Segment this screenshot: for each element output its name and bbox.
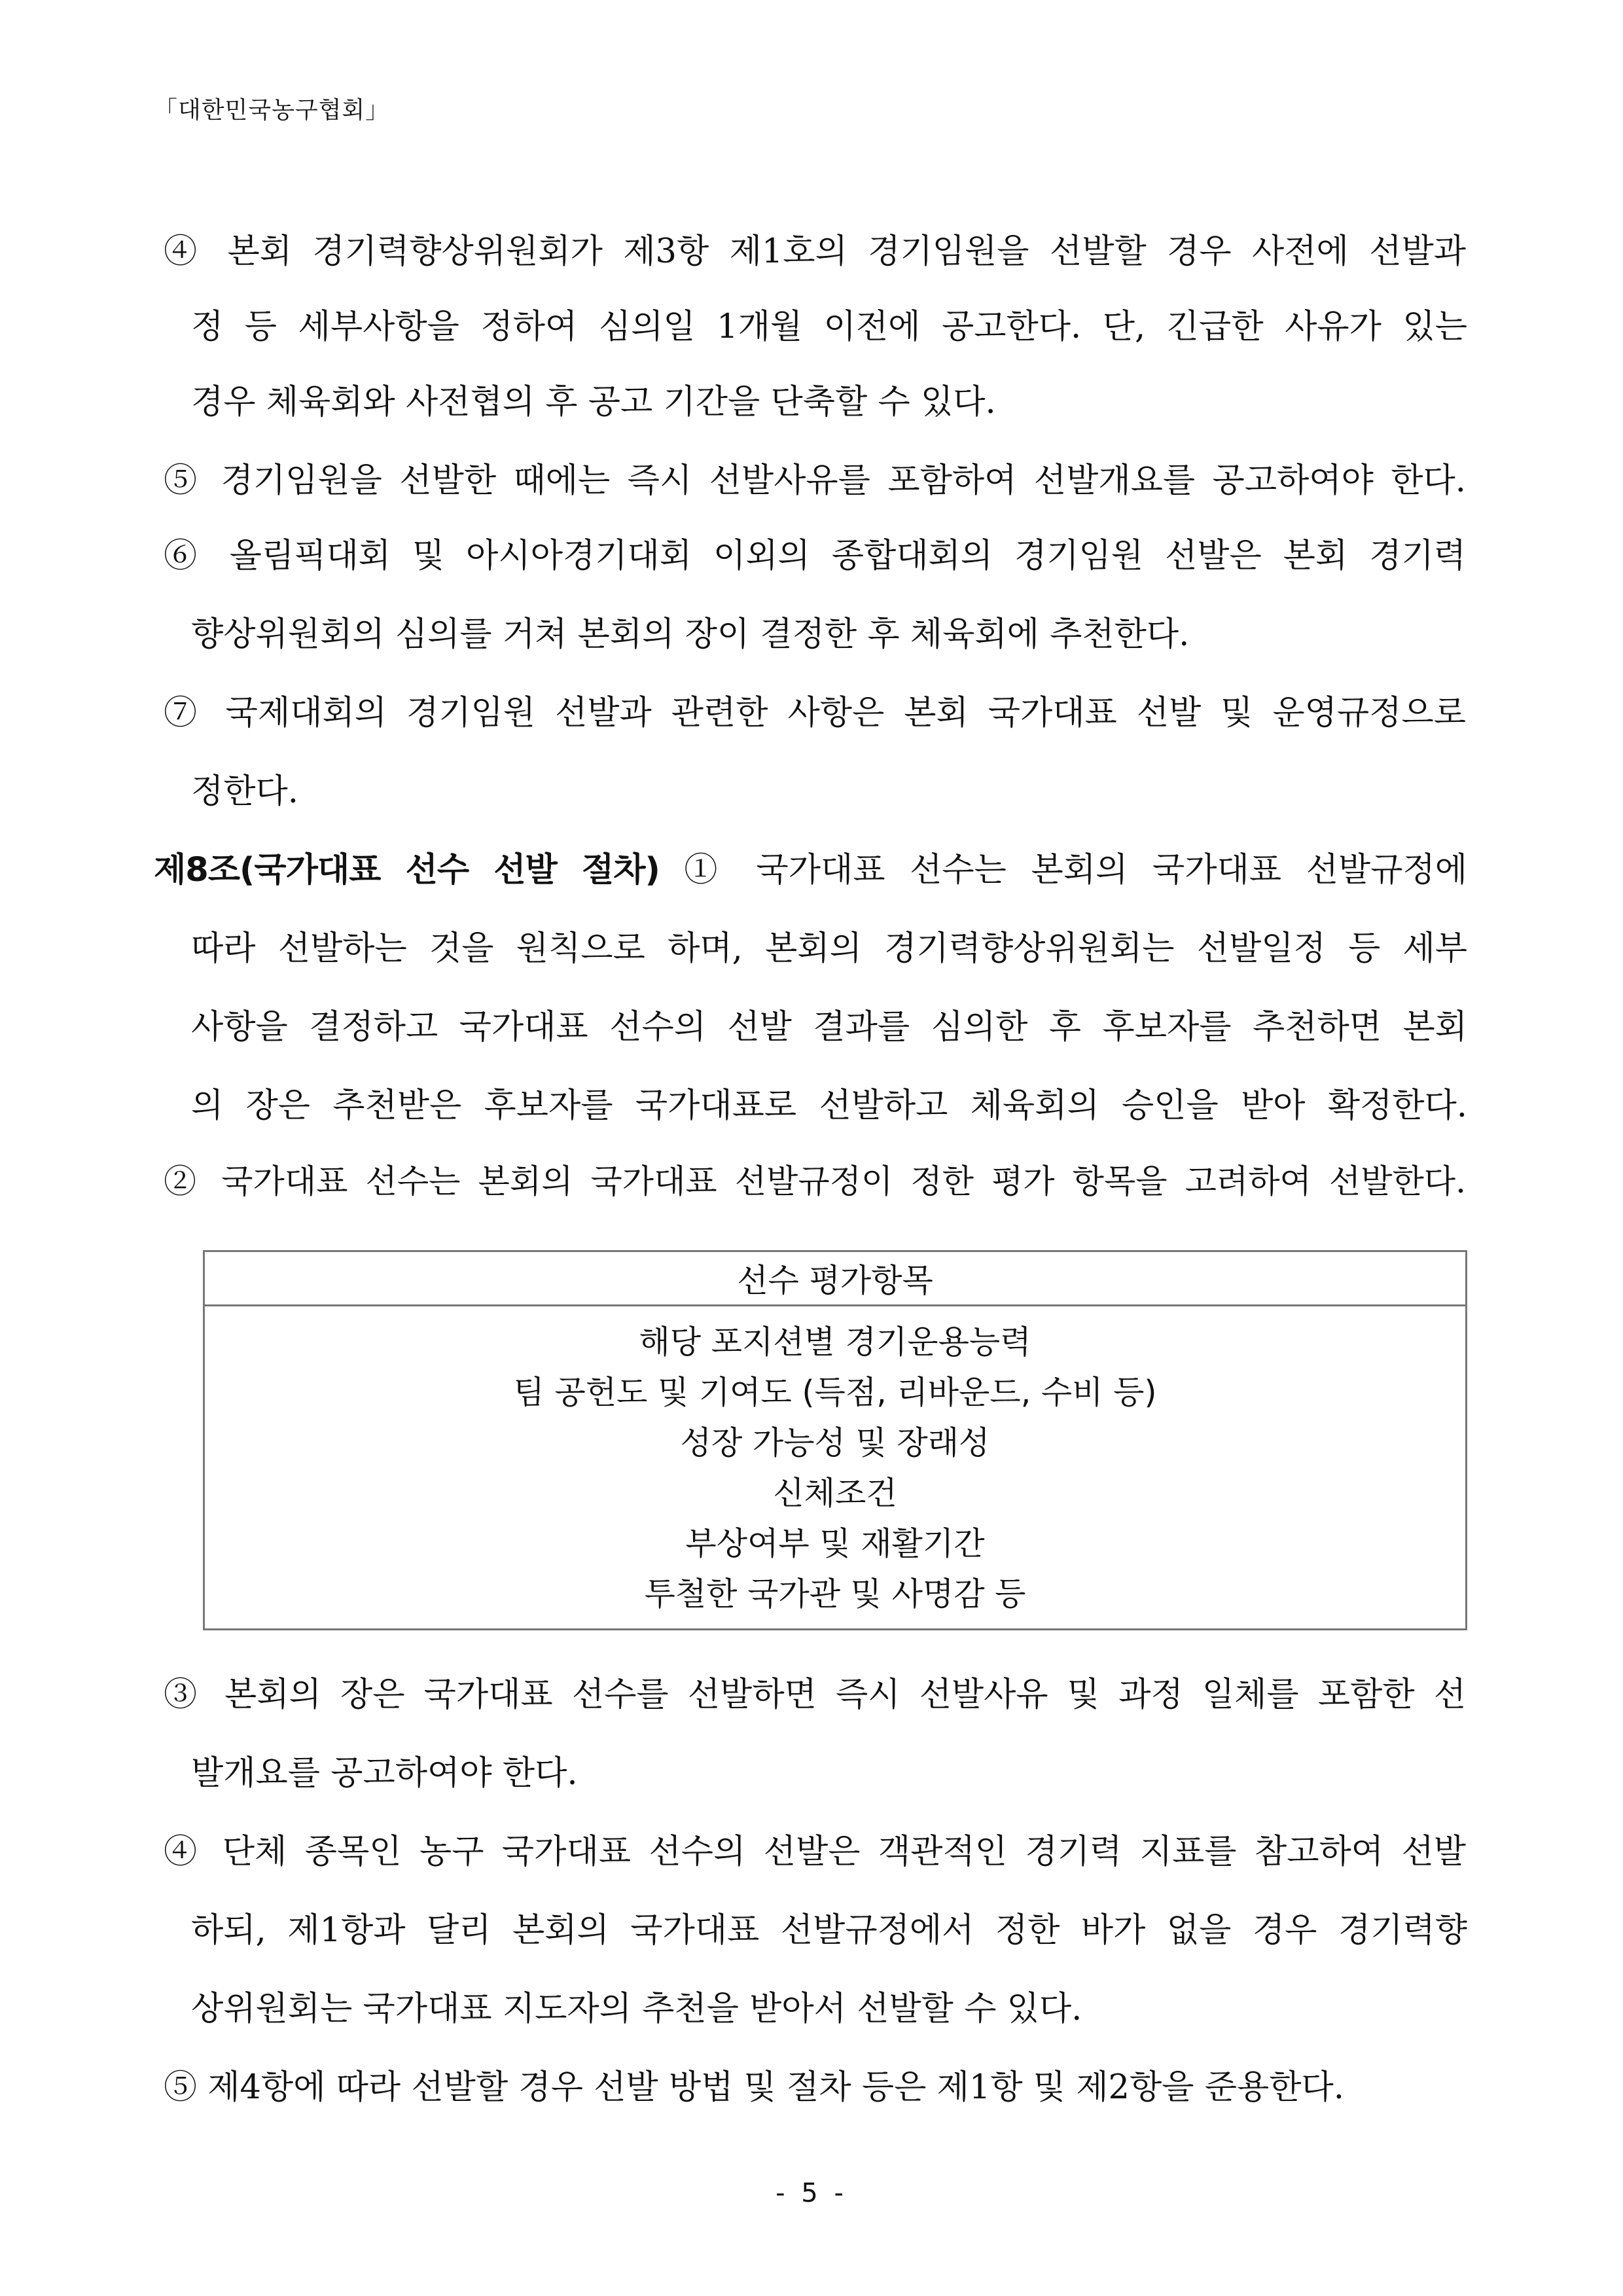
document-header: 「대한민국농구협회」 — [154, 97, 390, 124]
evaluation-item: 해당 포지션별 경기운용능력 — [639, 1323, 1031, 1361]
clause-6-line-2: 향상위원회의 심의를 거쳐 본회의 장이 결정한 후 체육회에 추천한다. — [191, 615, 1190, 654]
clause-7-line-1: ⑦ 국제대회의 경기임원 선발과 관련한 사항은 본회 국가대표 선발 및 운영규정으로 — [164, 694, 1466, 732]
clause-7-line-2: 정한다. — [191, 772, 299, 811]
article-8-clause-4-line-1: ④ 단체 종목인 농구 국가대표 선수의 선발은 객관적인 경기력 지표를 참고하여 선발 — [164, 1833, 1466, 1871]
evaluation-item: 투철한 국가관 및 사명감 등 — [644, 1575, 1026, 1613]
article-8-clause-4-line-3: 상위원회는 국가대표 지도자의 추천을 받아서 선발할 수 있다. — [191, 1990, 1082, 2028]
article-8-clause-5: ⑤ 제4항에 따라 선발할 경우 선발 방법 및 절차 등은 제1항 및 제2항을 준용한다. — [164, 2068, 1345, 2107]
evaluation-item: 팀 공헌도 및 기여도 (득점, 리바운드, 수비 등) — [513, 1374, 1157, 1411]
clause-4-line-3: 경우 체육회와 사전협의 후 공고 기간을 단축할 수 있다. — [191, 383, 996, 422]
evaluation-table — [203, 1250, 1467, 1630]
article-8-clause-1-line-3: 사항을 결정하고 국가대표 선수의 선발 결과를 심의한 후 후보자를 추천하면 본회 — [191, 1008, 1467, 1047]
clause-6-line-1: ⑥ 올림픽대회 및 아시아경기대회 이외의 종합대회의 경기임원 선발은 본회 경기력 — [164, 537, 1466, 575]
article-8-clause-3-line-2: 발개요를 공고하여야 한다. — [191, 1754, 578, 1793]
clause-4-line-2: 정 등 세부사항을 정하여 심의일 1개월 이전에 공고한다. 단, 긴급한 사유가 있는 — [191, 308, 1467, 346]
article-8-clause-4-line-2: 하되, 제1항과 달리 본회의 국가대표 선발규정에서 정한 바가 없을 경우 경기력향 — [191, 1911, 1467, 1950]
page-number: - 5 - — [776, 2178, 847, 2208]
article-8-first-line — [154, 851, 1467, 890]
evaluation-item: 신체조건 — [773, 1475, 897, 1512]
clause-4-line-1: ④ 본회 경기력향상위원회가 제3항 제1호의 경기임원을 선발할 경우 사전에 선발과 — [164, 232, 1466, 271]
evaluation-table-heading: 선수 평가항목 — [204, 1251, 1467, 1306]
evaluation-item: 부상여부 및 재활기간 — [685, 1525, 985, 1562]
article-8-clause-2: ② 국가대표 선수는 본회의 국가대표 선발규정이 정한 평가 항목을 고려하여 선발한다. — [164, 1162, 1466, 1200]
evaluation-table-body — [204, 1306, 1467, 1630]
article-8-clause-1-line-4: 의 장은 추천받은 후보자를 국가대표로 선발하고 체육회의 승인을 받아 확정한다. — [191, 1086, 1467, 1125]
article-8-clause-1-line-2: 따라 선발하는 것을 원칙으로 하며, 본회의 경기력향상위원회는 선발일정 등 세부 — [191, 929, 1467, 968]
evaluation-item: 성장 가능성 및 장래성 — [680, 1424, 990, 1462]
clause-5-line-1: ⑤ 경기임원을 선발한 때에는 즉시 선발사유를 포함하여 선발개요를 공고하여야 한다. — [164, 461, 1466, 500]
article-8-clause-3-line-1: ③ 본회의 장은 국가대표 선수를 선발하면 즉시 선발사유 및 과정 일체를 포함한 선 — [164, 1676, 1466, 1714]
article-8-clause-1-start: ① 국가대표 선수는 본회의 국가대표 선발규정에 — [684, 851, 1467, 889]
article-8-title: 제8조(국가대표 선수 선발 절차) — [154, 851, 660, 889]
